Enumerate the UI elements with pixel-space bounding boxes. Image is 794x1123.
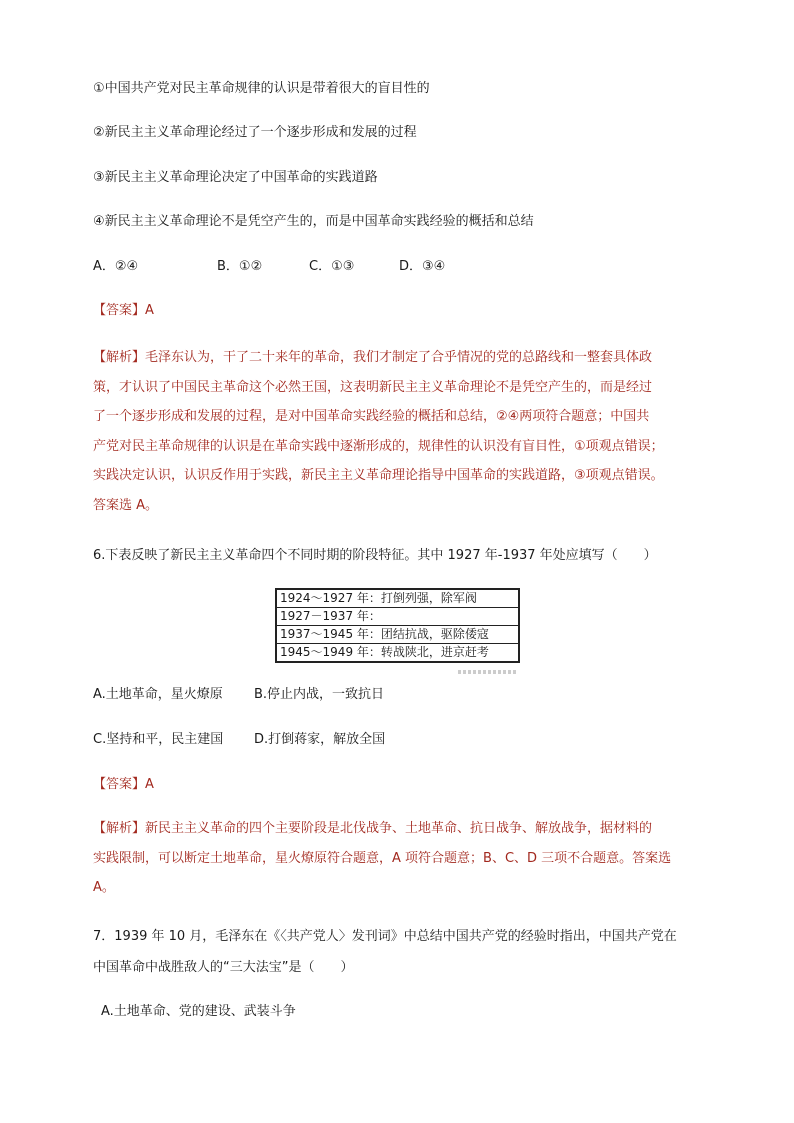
q6-option-a: A.土地革命，星火燎原 xyxy=(93,687,223,702)
q6-options-row-1 xyxy=(93,686,384,704)
q5-analysis-line: 毛泽东认为，干了二十来年的革命，我们才制定了合乎情况的党的总路线和一整套具体政 xyxy=(145,350,653,365)
table-cell: 1937～1945 年：团结抗战，驱除倭寇 xyxy=(276,626,519,644)
table-row xyxy=(276,589,519,608)
table-cell: 1924～1927 年：打倒列强，除军阀 xyxy=(276,589,519,608)
statement-2: ②新民主主义革命理论经过了一个逐步形成和发展的过程 xyxy=(93,125,417,140)
q6-analysis-line: 新民主主义革命的四个主要阶段是北伐战争、土地革命、抗日战争、解放战争，据材料的 xyxy=(145,821,653,836)
statement-4: ④新民主主义革命理论不是凭空产生的，而是中国革命实践经验的概括和总结 xyxy=(93,214,534,229)
q6-options-row-2 xyxy=(93,731,385,749)
statement-1: ①中国共产党对民主革命规律的认识是带着很大的盲目性的 xyxy=(93,81,430,96)
table-row xyxy=(276,644,519,663)
q6-analysis-label: 【解析】 xyxy=(93,821,146,836)
q6-analysis-line: A。 xyxy=(93,880,115,895)
q5-analysis-label: 【解析】 xyxy=(93,350,146,365)
stages-table xyxy=(275,588,520,663)
scan-artifact xyxy=(458,670,518,674)
q5-analysis-line: 策，才认识了中国民主革命这个必然王国，这表明新民主主义革命理论不是凭空产生的，而是经过 xyxy=(93,379,653,395)
table-row xyxy=(276,608,519,626)
q6-option-c: C.坚持和平，民主建国 xyxy=(93,732,224,747)
q5-answer-value: A xyxy=(145,303,154,318)
q5-option-c: C．①③ xyxy=(309,259,355,274)
q7-question-line: 中国革命中战胜敌人的“三大法宝”是（ ） xyxy=(93,960,354,975)
table-row xyxy=(276,626,519,644)
q6-answer-label: 【答案】 xyxy=(93,777,146,792)
q7-question xyxy=(93,921,705,983)
q7-question-line: 7．1939 年 10 月，毛泽东在《〈共产党人〉发刊词》中总结中国共产党的经验时指出，中国共产党在 xyxy=(93,929,677,944)
q6-option-d: D.打倒蒋家，解放全国 xyxy=(254,732,386,747)
q5-option-d: D．③④ xyxy=(399,259,446,274)
q5-analysis-line: 产党对民主革命规律的认识是在革命实践中逐渐形成的，规律性的认识没有盲目性，①项观点错误； xyxy=(93,438,664,454)
q6-question: 6.下表反映了新民主主义革命四个不同时期的阶段特征。其中 1927 年-1937 年处应填写（ ） xyxy=(93,548,657,563)
q6-analysis xyxy=(93,814,705,903)
q5-option-a: A．②④ xyxy=(93,259,139,274)
q5-options xyxy=(93,258,445,276)
q5-analysis-line: 了一个逐步形成和发展的过程，是对中国革命实践经验的概括和总结，②④两项符合题意；中国共 xyxy=(93,409,650,424)
statement-3: ③新民主主义革命理论决定了中国革命的实践道路 xyxy=(93,170,378,185)
q5-analysis-line: 答案选 A。 xyxy=(93,497,159,513)
table-cell: 1927－1937 年： xyxy=(276,608,519,626)
q6-answer xyxy=(93,776,154,794)
q5-option-b: B．①② xyxy=(217,259,263,274)
q5-analysis-line: 实践决定认识，认识反作用于实践，新民主主义革命理论指导中国革命的实践道路，③项观点错误。 xyxy=(93,468,664,483)
q5-answer xyxy=(93,302,154,320)
table-cell: 1945～1949 年：转战陕北，进京赶考 xyxy=(276,644,519,663)
q5-answer-label: 【答案】 xyxy=(93,303,146,318)
q6-answer-value: A xyxy=(145,777,154,792)
q6-option-b: B.停止内战，一致抗日 xyxy=(254,687,385,702)
q5-analysis xyxy=(93,343,705,520)
q6-analysis-line: 实践限制，可以断定土地革命，星火燎原符合题意，A 项符合题意；B、C、D 三项不合题意。答案选 xyxy=(93,850,672,866)
q7-option-a: A.土地革命、党的建设、武装斗争 xyxy=(101,1004,296,1019)
